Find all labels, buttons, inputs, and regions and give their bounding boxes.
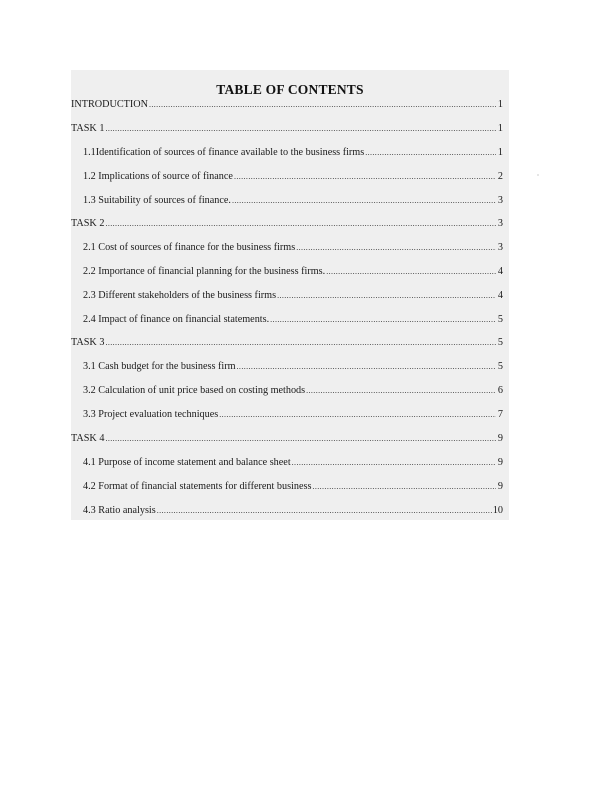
toc-entry-task-1[interactable] [71,122,503,136]
toc-leader-dots [270,313,496,327]
toc-entry-2-2[interactable] [83,265,503,279]
toc-entry-page: 9 [497,481,503,492]
toc-leader-dots [105,217,496,231]
toc-entry-page: 7 [497,409,503,420]
toc-entry-label: TASK 3 [71,337,105,348]
toc-leader-dots [365,146,496,160]
toc-title: TABLE OF CONTENTS [216,82,364,97]
toc-leader-dots [277,289,496,303]
toc-entry-label: 4.2 Format of financial statements for different business [83,481,312,492]
toc-entry-label: TASK 2 [71,218,105,229]
toc-leader-dots [292,456,496,470]
toc-entry-label: INTRODUCTION [71,99,148,110]
toc-entry-page: 5 [497,361,503,372]
toc-entry-page: 2 [497,171,503,182]
toc-entry-label: 2.4 Impact of finance on financial statements. [83,314,270,325]
toc-entry-page: 5 [497,314,503,325]
toc-entry-label: TASK 4 [71,433,105,444]
toc-entry-label: 2.2 Importance of financial planning for the business firms. [83,266,326,277]
toc-entry-page: 6 [497,385,503,396]
toc-entry-label: 2.1 Cost of sources of finance for the business firms [83,242,296,253]
toc-entry-label: 4.1 Purpose of income statement and balance sheet [83,457,291,468]
toc-entry-label: 3.1 Cash budget for the business firm [83,361,236,372]
toc-entry-label: 3.3 Project evaluation techniques [83,409,219,420]
toc-entry-label: 1.2 Implications of source of finance [83,171,233,182]
toc-entry-task-2[interactable] [71,217,503,231]
toc-entry-1-3[interactable] [83,194,503,208]
toc-leader-dots [105,122,496,136]
toc-entry-page: 4 [497,266,503,277]
toc-leader-dots [312,480,496,494]
toc-entry-page: 9 [497,457,503,468]
toc-entry-page: 3 [497,195,503,206]
toc-entry-label: 1.1Identification of sources of finance available to the business firms [83,147,365,158]
toc-leader-dots [326,265,496,279]
toc-leader-dots [232,194,496,208]
toc-entry-2-1[interactable] [83,241,503,255]
toc-entry-page: 3 [497,218,503,229]
toc-entry-task-4[interactable] [71,432,503,446]
toc-entry-page: 1 [497,99,503,110]
toc-leader-dots [105,336,496,350]
toc-entry-4-1[interactable] [83,456,503,470]
toc-entry-introduction[interactable] [71,98,503,112]
table-of-contents [71,70,509,520]
toc-entry-page: 5 [497,337,503,348]
toc-entry-page: 1 [497,147,503,158]
toc-leader-dots [149,98,496,112]
toc-leader-dots [234,170,496,184]
stray-mark [537,174,539,176]
toc-leader-dots [219,408,496,422]
toc-entry-1-2[interactable] [83,170,503,184]
toc-entry-4-2[interactable] [83,480,503,494]
toc-entry-3-2[interactable] [83,384,503,398]
toc-entry-page: 3 [497,242,503,253]
toc-entry-2-3[interactable] [83,289,503,303]
toc-entry-2-4[interactable] [83,313,503,327]
toc-leader-dots [237,360,496,374]
toc-entry-page: 4 [497,290,503,301]
toc-entry-label: TASK 1 [71,123,105,134]
toc-entry-label: 3.2 Calculation of unit price based on costing methods [83,385,306,396]
toc-entry-task-3[interactable] [71,336,503,350]
toc-leader-dots [105,432,496,446]
toc-entry-1-1[interactable] [83,146,503,160]
toc-entry-label: 4.3 Ratio analysis [83,505,156,516]
toc-leader-dots [296,241,496,255]
toc-entry-3-3[interactable] [83,408,503,422]
toc-leader-dots [306,384,496,398]
toc-entry-page: 9 [497,433,503,444]
toc-entry-3-1[interactable] [83,360,503,374]
toc-entry-label: 2.3 Different stakeholders of the business firms [83,290,277,301]
toc-leader-dots [157,504,492,518]
toc-entry-4-3[interactable] [83,504,503,518]
toc-entry-label: 1.3 Suitability of sources of finance. [83,195,231,206]
toc-entry-page: 1 [497,123,503,134]
toc-entry-page: 10 [492,505,503,516]
